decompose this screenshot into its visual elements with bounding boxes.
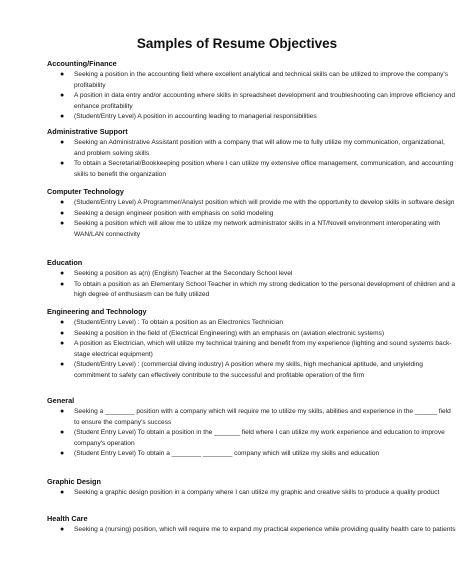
section-heading: General [47, 396, 75, 405]
objective-text: Seeking a position in the accounting field where excellent analytical and technical skills can be utilized to improve the company's profitability [74, 71, 449, 89]
section-engineering-technology [47, 307, 457, 381]
objective-item [47, 428, 457, 449]
bullet-icon: ● [60, 340, 65, 347]
section-heading: Engineering and Technology [47, 307, 147, 316]
objective-item [47, 219, 457, 240]
bullet-icon: ● [60, 220, 65, 227]
objective-list [47, 488, 457, 499]
objective-text: Seeking a position as a(n) (English) Teacher at the Secondary School level [74, 270, 293, 277]
objective-item [47, 329, 457, 340]
objective-text: (Student/Entry Level) A Programmer/Analyst position which will provide me with the opportunity to develop skills in software design [74, 199, 455, 206]
objective-text: Seeking a ________ position with a company which will require me to utilize my skills, abilities and experience in the ______ field to ensure the company's success [74, 408, 451, 426]
objective-list [47, 269, 457, 301]
objective-item [47, 70, 457, 91]
section-general [47, 396, 457, 460]
objective-text: A position as Electrician, which will utilize my technical training and benefit from my experience (lighting and sound systems back-stage electrical equipment) [74, 340, 452, 358]
section-education [47, 258, 457, 301]
section-heading: Graphic Design [47, 477, 101, 486]
objective-item [47, 318, 457, 329]
objective-list [47, 318, 457, 381]
section-graphic-design [47, 477, 457, 499]
bullet-icon: ● [60, 280, 65, 288]
objective-text: Seeking a position which will allow me to utilize my network administrator skills in a NT/Novell environment interoperating with WAN/LAN connectivity [74, 220, 441, 238]
section-heading: Administrative Support [47, 127, 128, 136]
objective-item [47, 112, 457, 123]
section-heading: Health Care [47, 514, 88, 523]
objective-list [47, 525, 457, 536]
bullet-icon: ● [60, 429, 65, 436]
section-heading: Computer Technology [47, 187, 124, 196]
bullet-icon: ● [60, 526, 65, 533]
objective-item [47, 407, 457, 428]
page-title: Samples of Resume Objectives [136, 36, 338, 51]
section-computer-technology [47, 187, 457, 240]
objective-text: (Student Entry Level) To obtain a ________ ________ company which will utilize my skills and education [74, 450, 380, 457]
bullet-icon: ● [60, 160, 65, 167]
objective-text: A position in data entry and/or accounting where skills in spreadsheet development and troubleshooting can improve efficiency and enhance profitability [74, 92, 456, 110]
objective-item [47, 209, 457, 220]
objective-item [47, 138, 457, 159]
objective-text: (Student/Entry Level) : (commercial diving industry) A position where my skills, high mechanical aptitude, and unyielding commitment to safety can effectively contribute to the successful and profitable operation of the firm [74, 361, 423, 379]
objective-item [47, 339, 457, 360]
objective-item [47, 449, 457, 460]
section-accounting-finance [47, 59, 457, 123]
objective-text: Seeking a graphic design position in a company where I can utilize my graphic and creative skills to produce a quality product [74, 489, 440, 496]
objective-item [47, 360, 457, 381]
objective-text: (Student/Entry Level) A position in accounting leading to managerial responsibilities [74, 113, 317, 120]
objective-text: Seeking a design engineer position with emphasis on solid modeling [74, 209, 274, 217]
objective-text: Seeking a (nursing) position, which will require me to expand my practical experience while providing quality health care to patients [74, 526, 456, 533]
objective-text: (Student/Entry Level) : To obtain a position as an Electronics Technician [74, 319, 284, 326]
objective-text: To obtain a Secretarial/Bookkeeping position where I can utilize my extensive office management, communication, and accounting skills to benefit the organization [74, 160, 454, 178]
objective-item [47, 159, 457, 180]
objective-item [47, 488, 457, 499]
bullet-icon: ● [60, 199, 65, 206]
bullet-icon: ● [60, 329, 65, 337]
objective-item [47, 525, 457, 536]
section-heading: Education [47, 258, 83, 267]
objective-item [47, 198, 457, 209]
bullet-icon: ● [60, 71, 65, 78]
objective-text: Seeking a position in the field of (Electrical Engineering) with an emphasis on (aviation electronic systems) [74, 329, 385, 337]
bullet-icon: ● [60, 408, 65, 415]
section-health-care [47, 514, 457, 536]
bullet-icon: ● [60, 361, 65, 368]
bullet-icon: ● [60, 270, 65, 277]
bullet-icon: ● [60, 209, 65, 217]
bullet-icon: ● [60, 113, 65, 120]
objective-text: To obtain a position as an Elementary School Teacher in which my strong dedication to the personal development of children and a high degree of enthusiasm can be fully utilized [74, 280, 456, 298]
objective-list [47, 407, 457, 460]
bullet-icon: ● [60, 450, 65, 457]
objective-item [47, 91, 457, 112]
section-administrative-support [47, 127, 457, 180]
bullet-icon: ● [60, 92, 65, 99]
objective-item [47, 269, 457, 280]
objective-list [47, 70, 457, 123]
objective-text: Seeking an Administrative Assistant position with a company that will allow me to fully utilize my communication, organizational, and problem solving skills [74, 139, 445, 157]
objective-list [47, 138, 457, 180]
section-heading: Accounting/Finance [47, 59, 117, 68]
bullet-icon: ● [60, 319, 65, 326]
bullet-icon: ● [60, 489, 65, 496]
bullet-icon: ● [60, 139, 65, 146]
objective-list [47, 198, 457, 240]
objective-text: (Student Entry Level) To obtain a position in the _______ field where I can utilize my work experience and education to improve company's operation [74, 429, 445, 447]
objective-item [47, 280, 457, 301]
